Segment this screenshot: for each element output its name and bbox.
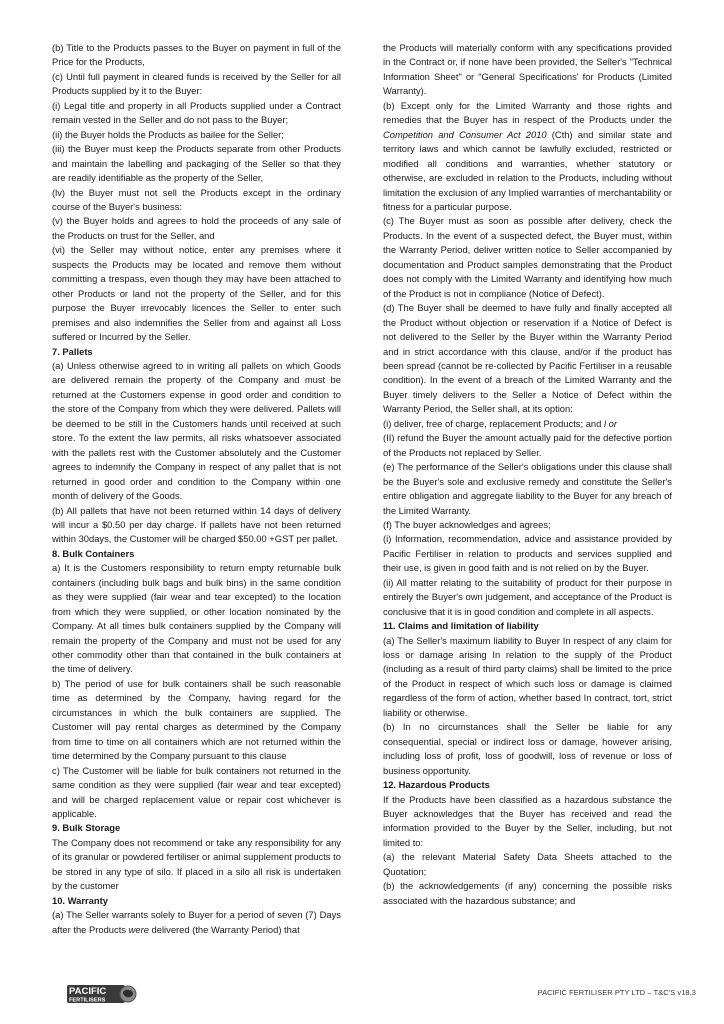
- logo-graphic: [67, 984, 137, 1004]
- clause-10a-text-1: (a) The Seller warrants solely to Buyer for a period of seven (7) Days after the Products: [52, 909, 341, 935]
- clause-10b: [383, 99, 672, 215]
- clause-8b: b) The period of use for bulk containers shall be such reasonable time as determined by the Company, having regard for the circumstances in which the bulk containers are supplied. The Customer will pay rental charges as determined by the Company from time to time on all containers which are not returned within the time determined by the Company pursuant to this clause: [52, 677, 341, 762]
- clause-7a: (a) Unless otherwise agreed to in writing all pallets on which Goods are delivered remain the property of the Company and must be returned at the Customers expense in good order and condition to the store of the Company from which they were delivered. Pallets will be deemed to be still in the Customers hands until received at such store. To the extent the law permits, all risks whatsoever associated with the pallets rest with the Customer absolutely and the Customer agrees to indemnify the Company in respect of any pallet that is not returned in good order and condition to the Company within one month of delivery of the Goods.: [52, 359, 341, 502]
- right-column: [383, 41, 672, 908]
- heading-warranty: 10. Warranty: [52, 894, 108, 906]
- clause-10a-cont: the Products will materially conform with any specifications provided in the Contract or, if none have been provided, the Seller's "Technical Information Sheet" or "General Specifications' for Products (Limited Warranty).: [383, 42, 672, 97]
- clause-10d-i-text: (i) deliver, free of charge, replacement Products; and: [383, 417, 604, 429]
- clause-8c: c) The Customer will be liable for bulk containers not returned in the same condition as they were supplied (fair wear and tear excepted) and will be charged replacement value or repair cost whichever is applicable.: [52, 764, 341, 820]
- clause-10d-i-italic: l or: [603, 417, 617, 429]
- heading-bulk-containers: 8. Bulk Containers: [52, 547, 135, 559]
- clause-10b-act-title: Competition and Consumer Act 2010: [383, 128, 547, 140]
- clause-6c-iii: (iii) the Buyer must keep the Products separate from other Products and maintain the labelling and packaging of the Seller so that they are readily identifiable as the property of the Seller,: [52, 143, 341, 184]
- heading-hazardous-products: 12. Hazardous Products: [383, 779, 490, 791]
- pacific-fertilisers-logo: [67, 984, 137, 1004]
- clause-10c: (c) The Buyer must as soon as possible after delivery, check the Products. In the event of a suspected defect, the Buyer must, within the Warranty Period, deliver written notice to Seller accompanied by documentation and Product samples demonstrating that the Product does not comply with the Limited Warranty and identifying how much of the Product is not in compliance (Notice of Defect).: [383, 215, 672, 299]
- document-version-footer: PACIFIC FERTILISER PTY LTD – T&C'S v18.3: [537, 988, 696, 997]
- clause-6c-iv: (lv) the Buyer must not sell the Products except in the ordinary course of the Buyer's business:: [52, 186, 341, 212]
- clause-12a: (a) the relevant Material Safety Data Sheets attached to the Quotation;: [383, 851, 672, 877]
- globe-australia-icon: [120, 986, 136, 1002]
- heading-claims-liability: 11. Claims and limitation of liability: [383, 620, 539, 632]
- clause-10a-italic: were: [128, 923, 149, 935]
- clause-8a: a) It is the Customers responsibility to return empty returnable bulk containers (including bulk bags and bulk bins) in the same condition as they were supplied (fair wear and tear excepted) to the location from which they were supplied, or other location nominated by the Company. At all times bulk containers supplied by the Company will remain the property of the Company and must not be used for any other commodity other than that contained in the bulk containers at the time of delivery.: [52, 562, 341, 675]
- clause-10f: (f) The buyer acknowledges and agrees;: [383, 518, 551, 530]
- clause-10a: [52, 908, 341, 937]
- clause-12: If the Products have been classified as a hazardous substance the Buyer acknowledges that the Buyer has received and read the information provided to the Buyer by the Seller, including, but not limited to:: [383, 793, 672, 848]
- clause-10d-ii: (II) refund the Buyer the amount actually paid for the defective portion of the Products not replaced by Seller.: [383, 432, 672, 458]
- clause-6c-vi: (vi) the Seller may without notice, enter any premises where it suspects the Products may be located and remove them without committing a trespass, even though they may have been attached to other Products or land not the property of the Seller, and for this purpose the Buyer irrevocably licences the Seller to enter such premises and also indemnifies the Seller from and against all Loss suffered or Incurred by the Seller.: [52, 244, 341, 343]
- clause-6c: (c) Until full payment in cleared funds is received by the Seller for all Products supplied by it to the Buyer:: [52, 70, 341, 97]
- logo-text-pacific: PACIFIC: [69, 986, 107, 997]
- clause-10d: (d) The Buyer shall be deemed to have fully and finally accepted all the Product without objection or reservation if a Notice of Defect is not delivered to the Seller by the Buyer within the Warranty Period and in strict accordance with this clause, and/or if the product has been spread (cannot be re-collected by Pacific Fertiliser in a reusable condition). In the event of a breach of the Limited Warranty and the Buyer timely delivers to the Seller a Notice of Defect within the Warranty Period, the Seller shall, at its option:: [383, 302, 672, 415]
- heading-pallets: 7. Pallets: [52, 345, 93, 357]
- heading-bulk-storage: 9. Bulk Storage: [52, 822, 121, 834]
- clause-7b: (b) All pallets that have not been returned within 14 days of delivery will incur a $0.50 per day charge. If pallets have not been returned within 30days, the Customer will be charged $50.00 +GST per pallet.: [52, 504, 341, 545]
- logo-text-fertilisers: FERTILISERS: [69, 997, 106, 1004]
- clause-9: The Company does not recommend or take any responsibility for any of its granular or powdered fertiliser or animal supplement products to be stored in any type of silo. If placed in a silo all risk is undertaken by the customer: [52, 836, 341, 892]
- clause-10b-text-2: (Cth) and similar state and territory laws and which cannot be lawfully excluded, restricted or modified all conditions and warranties, whether statutory or otherwise, are excluded in relation to the Products, including without limitation the exclusion of any Implied warranties of merchantability or fitness for a particular purpose.: [383, 128, 672, 212]
- clause-10a-text-2: delivered (the Warranty Period) that: [148, 923, 300, 935]
- clause-11b: (b) In no circumstances shall the Seller be liable for any consequential, special or indirect loss or damage, however arising, including loss of profit, loss of goodwill, loss of revenue or loss of business opportunity.: [383, 721, 672, 776]
- clause-10e: (e) The performance of the Seller's obligations under this clause shall be the Buyer's sole and exclusive remedy and constitute the Seller's entire obligation and aggregate liability to the Buyer for any breach of the Limited Warranty.: [383, 461, 672, 516]
- clause-11a: (a) The Seller's maximum liability to Buyer In respect of any claim for loss or damage arising In relation to the supply of the Product (including as a result of third party claims) shall be limited to the price of the Product in respect of which such loss or damage is claimed regardless of the form of action, whether based In contract, tort, strict liability or otherwise.: [383, 634, 672, 718]
- clause-10d-i: [383, 417, 672, 431]
- clause-6c-v: (v) the Buyer holds and agrees to hold the proceeds of any sale of the Products on trust for the Seller, and: [52, 215, 341, 241]
- clause-10b-text-1: (b) Except only for the Limited Warranty and those rights and remedies that the Buyer has in respect of the Products under the: [383, 99, 672, 126]
- clause-10f-i: (i) Information, recommendation, advice and assistance provided by Pacific Fertiliser in relation to products and services supplied and their use, is given in good faith and is not relied on by the Buyer.: [383, 533, 672, 574]
- left-column: [52, 41, 341, 937]
- clause-6c-i: (i) Legal title and property in all Products supplied under a Contract remain vested in the Seller and do not pass to the Buyer;: [52, 99, 341, 126]
- clause-6b: (b) Title to the Products passes to the Buyer on payment in full of the Price for the Products,: [52, 42, 341, 68]
- clause-10f-ii: (ii) All matter relating to the suitability of product for their purpose in entirely the Buyer's own judgement, and acceptance of the Product is conclusive that it is in good condition and complete in all aspects.: [383, 576, 672, 617]
- clause-6c-ii: (ii) the Buyer holds the Products as bailee for the Seller;: [52, 128, 284, 140]
- clause-12b: (b) the acknowledgements (if any) concerning the possible risks associated with the hazardous substance; and: [383, 880, 672, 906]
